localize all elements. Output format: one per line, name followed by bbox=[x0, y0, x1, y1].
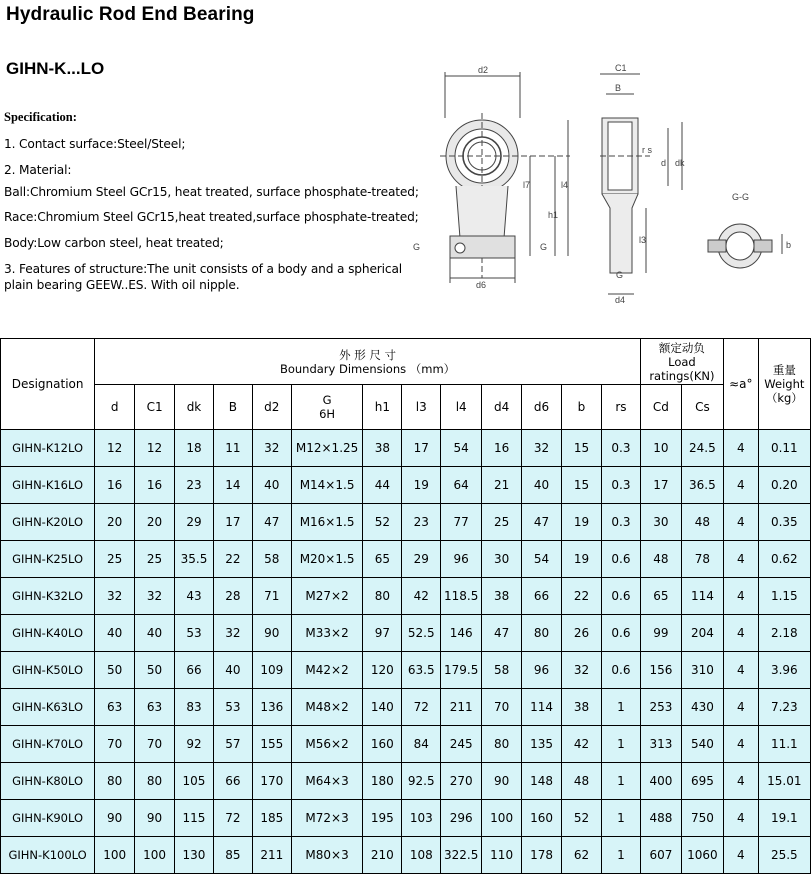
table-cell: 109 bbox=[252, 652, 291, 689]
table-cell: 23 bbox=[402, 504, 441, 541]
table-cell: 63 bbox=[95, 689, 135, 726]
table-cell: 100 bbox=[482, 800, 522, 837]
table-cell: 42 bbox=[562, 726, 602, 763]
spec-line: 1. Contact surface:Steel/Steel; bbox=[4, 137, 186, 151]
table-row bbox=[1, 541, 811, 578]
table-cell: 100 bbox=[95, 837, 135, 874]
table-cell: 155 bbox=[252, 726, 291, 763]
table-cell: 120 bbox=[363, 652, 402, 689]
table-cell: 0.6 bbox=[601, 578, 640, 615]
page-title: Hydraulic Rod End Bearing bbox=[6, 4, 255, 25]
table-cell: 70 bbox=[95, 726, 135, 763]
table-cell: 40 bbox=[213, 652, 252, 689]
table-cell: 71 bbox=[252, 578, 291, 615]
table-cell: 58 bbox=[252, 541, 291, 578]
table-cell: 1.15 bbox=[758, 578, 810, 615]
table-cell: 211 bbox=[441, 689, 482, 726]
col-b-small: b bbox=[562, 385, 602, 430]
table-cell: 66 bbox=[522, 578, 562, 615]
table-cell: 185 bbox=[252, 800, 291, 837]
table-cell: 28 bbox=[213, 578, 252, 615]
table-cell: 245 bbox=[441, 726, 482, 763]
table-cell: 195 bbox=[363, 800, 402, 837]
table-cell: 540 bbox=[681, 726, 723, 763]
table-cell: 322.5 bbox=[441, 837, 482, 874]
table-row bbox=[1, 800, 811, 837]
table-cell: 178 bbox=[522, 837, 562, 874]
designation-cell: GIHN-K16LO bbox=[1, 467, 95, 504]
weight-header bbox=[758, 339, 810, 430]
table-cell: 114 bbox=[522, 689, 562, 726]
table-cell: 65 bbox=[640, 578, 681, 615]
table-cell: 70 bbox=[135, 726, 175, 763]
table-cell: 211 bbox=[252, 837, 291, 874]
table-cell: 15.01 bbox=[758, 763, 810, 800]
table-cell: 204 bbox=[681, 615, 723, 652]
label-g-side: G bbox=[616, 270, 624, 280]
weight-header-unit: （kg） bbox=[765, 391, 803, 405]
table-cell: 90 bbox=[482, 763, 522, 800]
designation-cell: GIHN-K32LO bbox=[1, 578, 95, 615]
designation-cell: GIHN-K100LO bbox=[1, 837, 95, 874]
table-row bbox=[1, 467, 811, 504]
table-cell: 32 bbox=[135, 578, 175, 615]
table-cell: 32 bbox=[252, 430, 291, 467]
table-cell: 103 bbox=[402, 800, 441, 837]
table-cell: M14×1.5 bbox=[291, 467, 363, 504]
table-cell: 54 bbox=[441, 430, 482, 467]
table-cell: 160 bbox=[522, 800, 562, 837]
col-rs: rs bbox=[601, 385, 640, 430]
table-cell: 115 bbox=[175, 800, 214, 837]
label-rs: r s bbox=[642, 145, 652, 155]
label-d6: d6 bbox=[476, 280, 487, 290]
table-cell: M64×3 bbox=[291, 763, 363, 800]
table-cell: 85 bbox=[213, 837, 252, 874]
table-cell: 63.5 bbox=[402, 652, 441, 689]
table-row bbox=[1, 504, 811, 541]
table-row bbox=[1, 726, 811, 763]
table-cell: 130 bbox=[175, 837, 214, 874]
table-cell: 48 bbox=[562, 763, 602, 800]
dims-header-en: Boundary Dimensions （mm） bbox=[279, 361, 456, 376]
table-cell: 17 bbox=[402, 430, 441, 467]
table-cell: M33×2 bbox=[291, 615, 363, 652]
designation-cell: GIHN-K12LO bbox=[1, 430, 95, 467]
col-c1: C1 bbox=[135, 385, 175, 430]
table-cell: 47 bbox=[482, 615, 522, 652]
label-b-section: b bbox=[786, 240, 792, 250]
table-cell: 32 bbox=[562, 652, 602, 689]
table-cell: 0.6 bbox=[601, 652, 640, 689]
table-cell: M72×3 bbox=[291, 800, 363, 837]
spec-line: Race:Chromium Steel GCr15,heat treated,surface phosphate-treated; bbox=[4, 210, 419, 224]
table-cell: 12 bbox=[135, 430, 175, 467]
load-ratings-header bbox=[640, 339, 723, 385]
table-cell: 100 bbox=[135, 837, 175, 874]
designation-header: Designation bbox=[1, 339, 95, 430]
table-cell: 156 bbox=[640, 652, 681, 689]
table-cell: 4 bbox=[723, 467, 758, 504]
table-cell: 11.1 bbox=[758, 726, 810, 763]
table-cell: 17 bbox=[213, 504, 252, 541]
label-d4: d4 bbox=[615, 295, 626, 305]
col-d2: d2 bbox=[252, 385, 291, 430]
table-cell: 29 bbox=[175, 504, 214, 541]
col-cs: Cs bbox=[681, 385, 723, 430]
table-cell: 47 bbox=[252, 504, 291, 541]
col-b: B bbox=[213, 385, 252, 430]
table-cell: 63 bbox=[135, 689, 175, 726]
load-header-en: Load bbox=[668, 354, 696, 369]
table-cell: 25.5 bbox=[758, 837, 810, 874]
table-row bbox=[1, 689, 811, 726]
boundary-dimensions-header bbox=[95, 339, 641, 385]
table-cell: 83 bbox=[175, 689, 214, 726]
designation-cell: GIHN-K70LO bbox=[1, 726, 95, 763]
table-cell: 30 bbox=[482, 541, 522, 578]
table-cell: 4 bbox=[723, 689, 758, 726]
table-cell: 1060 bbox=[681, 837, 723, 874]
table-cell: 14 bbox=[213, 467, 252, 504]
table-cell: 21 bbox=[482, 467, 522, 504]
table-cell: 430 bbox=[681, 689, 723, 726]
load-header-unit: ratings(KN) bbox=[649, 368, 715, 383]
table-cell: 40 bbox=[252, 467, 291, 504]
table-cell: 38 bbox=[363, 430, 402, 467]
label-l4: l4 bbox=[561, 180, 569, 190]
table-cell: 78 bbox=[681, 541, 723, 578]
label-d: d bbox=[661, 158, 667, 168]
col-cd: Cd bbox=[640, 385, 681, 430]
table-cell: 25 bbox=[482, 504, 522, 541]
table-row bbox=[1, 615, 811, 652]
col-g bbox=[291, 385, 363, 430]
table-cell: 50 bbox=[95, 652, 135, 689]
table-cell: 32 bbox=[213, 615, 252, 652]
table-cell: 25 bbox=[135, 541, 175, 578]
table-cell: 47 bbox=[522, 504, 562, 541]
table-cell: 57 bbox=[213, 726, 252, 763]
table-cell: 270 bbox=[441, 763, 482, 800]
table-row bbox=[1, 763, 811, 800]
table-cell: 80 bbox=[363, 578, 402, 615]
table-cell: 750 bbox=[681, 800, 723, 837]
table-cell: 136 bbox=[252, 689, 291, 726]
table-cell: 7.23 bbox=[758, 689, 810, 726]
table-cell: 1 bbox=[601, 800, 640, 837]
table-cell: 179.5 bbox=[441, 652, 482, 689]
table-cell: 20 bbox=[135, 504, 175, 541]
label-d2: d2 bbox=[478, 65, 489, 75]
table-cell: 90 bbox=[135, 800, 175, 837]
table-cell: 77 bbox=[441, 504, 482, 541]
table-cell: 310 bbox=[681, 652, 723, 689]
table-cell: 4 bbox=[723, 652, 758, 689]
designation-cell: GIHN-K50LO bbox=[1, 652, 95, 689]
table-cell: 488 bbox=[640, 800, 681, 837]
table-cell: 36.5 bbox=[681, 467, 723, 504]
table-cell: 30 bbox=[640, 504, 681, 541]
table-cell: 66 bbox=[175, 652, 214, 689]
spec-heading: Specification: bbox=[4, 110, 77, 124]
spec-line: Ball:Chromium Steel GCr15, heat treated, surface phosphate-treated; bbox=[4, 185, 419, 199]
table-cell: 26 bbox=[562, 615, 602, 652]
table-cell: 25 bbox=[95, 541, 135, 578]
table-cell: 607 bbox=[640, 837, 681, 874]
table-cell: 4 bbox=[723, 578, 758, 615]
table-cell: 90 bbox=[252, 615, 291, 652]
dims-header-cn: 外 形 尺 寸 bbox=[339, 347, 397, 362]
label-g-mark: G bbox=[413, 242, 421, 252]
label-g: G bbox=[540, 242, 548, 252]
table-cell: 48 bbox=[640, 541, 681, 578]
table-cell: 180 bbox=[363, 763, 402, 800]
table-cell: 1 bbox=[601, 689, 640, 726]
table-cell: 400 bbox=[640, 763, 681, 800]
table-cell: 12 bbox=[95, 430, 135, 467]
table-cell: 90 bbox=[95, 800, 135, 837]
table-cell: 4 bbox=[723, 504, 758, 541]
spec-line: plain bearing GEEW..ES. With oil nipple. bbox=[4, 278, 240, 292]
table-cell: 97 bbox=[363, 615, 402, 652]
table-cell: 1 bbox=[601, 763, 640, 800]
table-cell: 84 bbox=[402, 726, 441, 763]
table-cell: 52 bbox=[562, 800, 602, 837]
table-cell: 4 bbox=[723, 763, 758, 800]
designation-cell: GIHN-K80LO bbox=[1, 763, 95, 800]
designation-cell: GIHN-K40LO bbox=[1, 615, 95, 652]
table-cell: 19 bbox=[402, 467, 441, 504]
label-l7: l7 bbox=[523, 180, 531, 190]
table-cell: 0.3 bbox=[601, 430, 640, 467]
col-l4: l4 bbox=[441, 385, 482, 430]
technical-drawing bbox=[410, 58, 810, 308]
table-cell: 80 bbox=[135, 763, 175, 800]
table-cell: 15 bbox=[562, 467, 602, 504]
table-cell: 105 bbox=[175, 763, 214, 800]
table-cell: 695 bbox=[681, 763, 723, 800]
table-cell: 80 bbox=[482, 726, 522, 763]
load-header-cn: 额定动负 bbox=[658, 340, 705, 355]
table-cell: 1 bbox=[601, 837, 640, 874]
table-cell: 44 bbox=[363, 467, 402, 504]
table-cell: 16 bbox=[95, 467, 135, 504]
table-cell: 110 bbox=[482, 837, 522, 874]
table-cell: 70 bbox=[482, 689, 522, 726]
col-l3: l3 bbox=[402, 385, 441, 430]
table-cell: M48×2 bbox=[291, 689, 363, 726]
table-cell: 4 bbox=[723, 541, 758, 578]
table-cell: 19.1 bbox=[758, 800, 810, 837]
table-cell: 65 bbox=[363, 541, 402, 578]
col-h1: h1 bbox=[363, 385, 402, 430]
designation-cell: GIHN-K63LO bbox=[1, 689, 95, 726]
col-d6: d6 bbox=[522, 385, 562, 430]
table-cell: 313 bbox=[640, 726, 681, 763]
table-cell: 160 bbox=[363, 726, 402, 763]
table-cell: 108 bbox=[402, 837, 441, 874]
table-cell: 99 bbox=[640, 615, 681, 652]
table-cell: 19 bbox=[562, 541, 602, 578]
table-cell: 2.18 bbox=[758, 615, 810, 652]
table-cell: 19 bbox=[562, 504, 602, 541]
table-cell: M27×2 bbox=[291, 578, 363, 615]
table-cell: 48 bbox=[681, 504, 723, 541]
table-cell: 24.5 bbox=[681, 430, 723, 467]
table-cell: 40 bbox=[522, 467, 562, 504]
table-cell: 32 bbox=[522, 430, 562, 467]
table-cell: 66 bbox=[213, 763, 252, 800]
table-cell: 140 bbox=[363, 689, 402, 726]
weight-header-en: Weight bbox=[764, 377, 805, 391]
label-h1: h1 bbox=[548, 210, 559, 220]
table-cell: 72 bbox=[213, 800, 252, 837]
label-gg: G-G bbox=[732, 192, 749, 202]
label-c1: C1 bbox=[615, 63, 627, 73]
table-cell: 4 bbox=[723, 615, 758, 652]
table-cell: 118.5 bbox=[441, 578, 482, 615]
table-cell: 29 bbox=[402, 541, 441, 578]
table-cell: 0.62 bbox=[758, 541, 810, 578]
designation-cell: GIHN-K25LO bbox=[1, 541, 95, 578]
label-b: B bbox=[615, 83, 622, 93]
table-cell: 210 bbox=[363, 837, 402, 874]
table-cell: 0.20 bbox=[758, 467, 810, 504]
table-cell: 17 bbox=[640, 467, 681, 504]
table-cell: 0.11 bbox=[758, 430, 810, 467]
designation-cell: GIHN-K90LO bbox=[1, 800, 95, 837]
table-cell: 22 bbox=[213, 541, 252, 578]
table-cell: 15 bbox=[562, 430, 602, 467]
table-cell: 16 bbox=[482, 430, 522, 467]
table-cell: M12×1.25 bbox=[291, 430, 363, 467]
table-cell: 4 bbox=[723, 837, 758, 874]
table-cell: 38 bbox=[482, 578, 522, 615]
table-cell: 23 bbox=[175, 467, 214, 504]
table-cell: 58 bbox=[482, 652, 522, 689]
table-cell: 64 bbox=[441, 467, 482, 504]
table-cell: 148 bbox=[522, 763, 562, 800]
designation-cell: GIHN-K20LO bbox=[1, 504, 95, 541]
table-cell: 3.96 bbox=[758, 652, 810, 689]
table-cell: 32 bbox=[95, 578, 135, 615]
table-cell: 50 bbox=[135, 652, 175, 689]
table-cell: 0.3 bbox=[601, 467, 640, 504]
table-cell: 52.5 bbox=[402, 615, 441, 652]
table-cell: 40 bbox=[95, 615, 135, 652]
table-cell: 43 bbox=[175, 578, 214, 615]
table-cell: 42 bbox=[402, 578, 441, 615]
col-g-top: G bbox=[322, 393, 332, 407]
table-cell: 53 bbox=[175, 615, 214, 652]
table-cell: M80×3 bbox=[291, 837, 363, 874]
table-cell: 80 bbox=[522, 615, 562, 652]
table-cell: M56×2 bbox=[291, 726, 363, 763]
table-cell: 92 bbox=[175, 726, 214, 763]
col-d4: d4 bbox=[482, 385, 522, 430]
table-cell: 11 bbox=[213, 430, 252, 467]
table-cell: 4 bbox=[723, 430, 758, 467]
table-cell: 170 bbox=[252, 763, 291, 800]
product-header bbox=[0, 0, 811, 338]
table-row bbox=[1, 578, 811, 615]
spec-line: Body:Low carbon steel, heat treated; bbox=[4, 236, 224, 250]
table-cell: 52 bbox=[363, 504, 402, 541]
specification-table bbox=[0, 338, 811, 874]
table-cell: 0.6 bbox=[601, 541, 640, 578]
col-dk: dk bbox=[175, 385, 214, 430]
table-cell: 54 bbox=[522, 541, 562, 578]
weight-header-cn: 重量 bbox=[772, 363, 796, 377]
table-cell: 135 bbox=[522, 726, 562, 763]
table-cell: 92.5 bbox=[402, 763, 441, 800]
table-cell: 18 bbox=[175, 430, 214, 467]
label-l3: l3 bbox=[639, 235, 647, 245]
table-cell: 40 bbox=[135, 615, 175, 652]
table-cell: 38 bbox=[562, 689, 602, 726]
col-d: d bbox=[95, 385, 135, 430]
table-cell: 4 bbox=[723, 800, 758, 837]
table-cell: 62 bbox=[562, 837, 602, 874]
table-cell: 1 bbox=[601, 726, 640, 763]
table-cell: 4 bbox=[723, 726, 758, 763]
table-cell: M16×1.5 bbox=[291, 504, 363, 541]
table-cell: 114 bbox=[681, 578, 723, 615]
table-cell: M42×2 bbox=[291, 652, 363, 689]
table-cell: 10 bbox=[640, 430, 681, 467]
table-cell: 0.6 bbox=[601, 615, 640, 652]
table-cell: 253 bbox=[640, 689, 681, 726]
col-g-bottom: 6H bbox=[319, 407, 336, 421]
table-cell: 53 bbox=[213, 689, 252, 726]
table-cell: 80 bbox=[95, 763, 135, 800]
table-cell: 35.5 bbox=[175, 541, 214, 578]
table-cell: 72 bbox=[402, 689, 441, 726]
table-row bbox=[1, 837, 811, 874]
table-cell: 146 bbox=[441, 615, 482, 652]
table-row bbox=[1, 652, 811, 689]
angle-header: ≈a° bbox=[723, 339, 758, 430]
spec-line: 3. Features of structure:The unit consists of a body and a spherical bbox=[4, 262, 402, 276]
spec-line: 2. Material: bbox=[4, 163, 72, 177]
table-cell: 96 bbox=[522, 652, 562, 689]
table-cell: 20 bbox=[95, 504, 135, 541]
table-row bbox=[1, 430, 811, 467]
model-name: GIHN-K...LO bbox=[6, 59, 105, 78]
table-cell: 22 bbox=[562, 578, 602, 615]
table-cell: 96 bbox=[441, 541, 482, 578]
table-cell: 16 bbox=[135, 467, 175, 504]
table-cell: M20×1.5 bbox=[291, 541, 363, 578]
table-cell: 0.3 bbox=[601, 504, 640, 541]
label-dk: dk bbox=[675, 158, 685, 168]
table-cell: 296 bbox=[441, 800, 482, 837]
table-cell: 0.35 bbox=[758, 504, 810, 541]
